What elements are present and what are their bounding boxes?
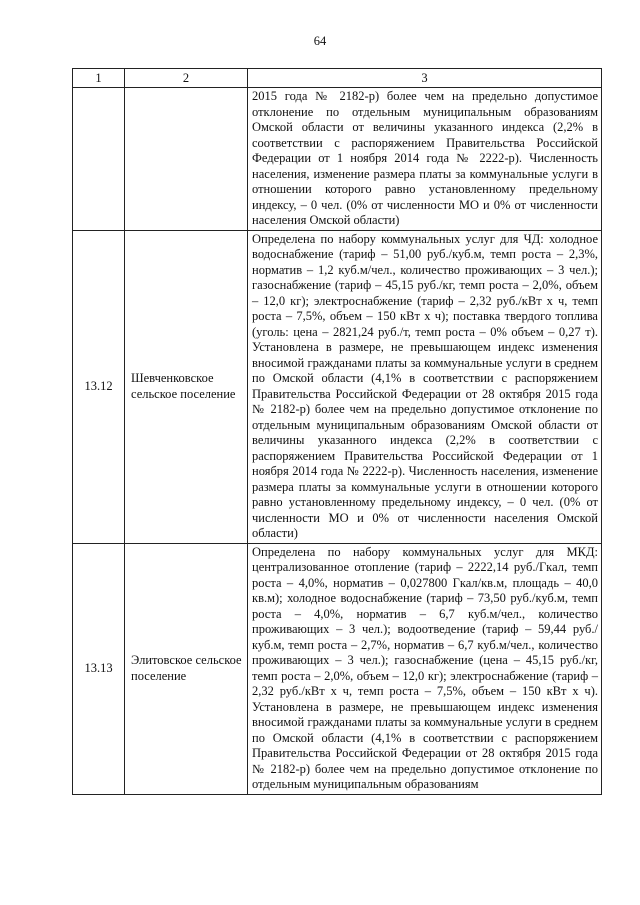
settlement-name: Шевченковское сельское поселение (125, 230, 248, 543)
table-header-row (73, 69, 602, 88)
settlement-name: Элитовское сельское поселение (125, 543, 248, 794)
row-description-cell (248, 543, 602, 794)
row-number: 13.12 (73, 230, 125, 543)
column-header-2: 2 (125, 69, 248, 88)
row-number: 13.13 (73, 543, 125, 794)
continuation-text: 2015 года № 2182-р) более чем на предельно допустимое отклонение по отдельным муниципальным образованиям Омской области от величины указанного индекса (2,2% в соответствии с распоряжением Правительства Российской Федерации от 1 ноября 2014 года № 2222-р). Численность населения, изменение размера платы за коммунальные услуги в отношении которого равно установленному предельному индексу, – 0 чел. (0% от численности МО и 0% от численности населения Омской области) (252, 89, 598, 227)
table-row (73, 543, 602, 794)
page-number: 64 (313, 34, 327, 48)
row-name-cell (125, 88, 248, 231)
row-number-cell (73, 88, 125, 231)
row-description-cell (248, 230, 602, 543)
column-header-1: 1 (73, 69, 125, 88)
column-header-3: 3 (248, 69, 602, 88)
row-description: Определена по набору коммунальных услуг для МКД: централизованное отопление (тариф – 2222,14 руб./Гкал, темп роста – 4,0%, норматив – 0,027800 Гкал/кв.м, площадь – 40,0 кв.м); холодное водоснабжение (тариф – 73,50 руб./куб.м, темп роста – 4,0%, норматив – 6,7 куб.м/чел., количество проживающих – 3 чел.); водоотведение (тариф – 59,44 руб./куб.м, темп роста – 2,7%, норматив – 6,7 куб.м/чел., количество проживающих – 3 чел.); газоснабжение (цена – 45,15 руб./кг, темп роста – 2,0%, объем – 12,0 кг); электроснабжение (тариф – 2,32 руб./кВт х ч, темп роста – 7,5%, объем – 150 кВт х ч). Установлена в размере, не превышающем индекс изменения вносимой гражданами платы за коммунальные услуги в среднем по Омской области (4,1% в соответствии с распоряжением Правительства Российской Федерации от 28 октября 2015 года № 2182-р) более чем на предельно допустимое отклонение по отдельным муниципальным образованиям (252, 544, 598, 791)
row-description-cell (248, 88, 602, 231)
document-table (72, 68, 602, 795)
table-row-continuation (73, 88, 602, 231)
table-row (73, 230, 602, 543)
row-description: Определена по набору коммунальных услуг для ЧД: холодное водоснабжение (тариф – 51,00 руб./куб.м, темп роста – 2,3%, норматив – 1,2 куб.м/чел., количество проживающих – 3 чел.); газоснабжение (тариф – 45,15 руб./кг, темп роста – 2,0%, объем – 12,0 кг); электроснабжение (тариф – 2,32 руб./кВт х ч, темп роста – 7,5%, объем – 150 кВт х ч); поставка твердого топлива (уголь: цена – 2821,24 руб./т, темп роста – 0% объем – 0,27 т). Установлена в размере, не превышающем индекс изменения вносимой гражданами платы за коммунальные услуги в среднем по Омской области (4,1% в соответствии с распоряжением Правительства Российской Федерации от 28 октября 2015 года № 2182-р) более чем на предельно допустимое отклонение по отдельным муниципальным образованиям Омской области от величины указанного индекса (2,2% в соответствии с распоряжением Правительства Российской Федерации от 1 ноября 2014 года № 2222-р). Численность населения, изменение размера платы за коммунальные услуги в отношении которого равно установленному предельному индексу, – 0 чел. (0% от численности МО и 0% от численности населения Омской области) (252, 231, 598, 540)
